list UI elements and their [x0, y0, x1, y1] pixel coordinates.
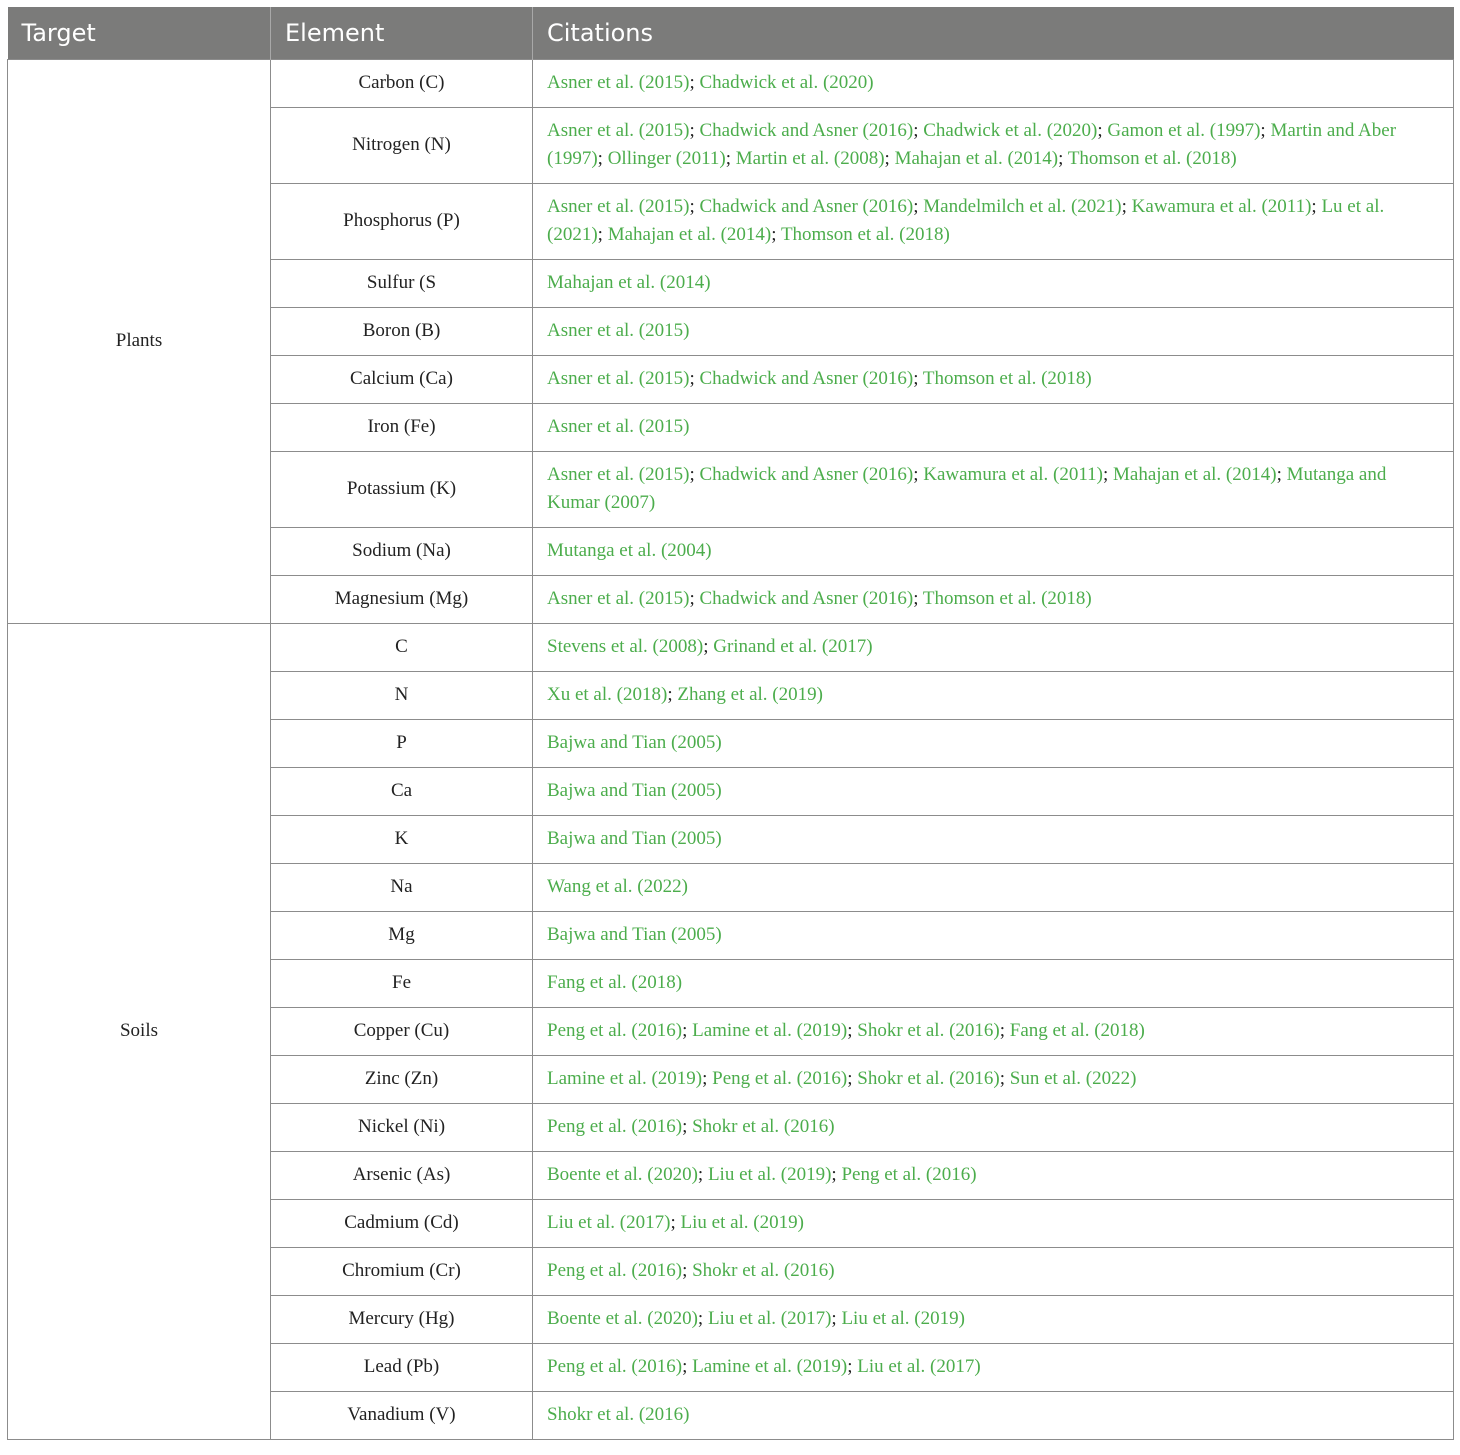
citation-link[interactable]: Peng et al. (2016) — [547, 1356, 683, 1377]
element-cell: Cadmium (Cd) — [271, 1199, 533, 1247]
citations-cell — [533, 59, 1454, 107]
citation-separator: ; — [702, 1068, 713, 1089]
target-cell: Plants — [8, 59, 271, 623]
citation-link[interactable]: Zhang et al. (2019) — [677, 684, 823, 705]
header-citations: Citations — [533, 7, 1454, 59]
citation-separator: ; — [913, 464, 924, 485]
citations-cell — [533, 403, 1454, 451]
citation-link[interactable]: Asner et al. (2015) — [547, 196, 690, 217]
citation-link[interactable]: Mahajan et al. (2014) — [894, 148, 1059, 169]
citations-cell — [533, 959, 1454, 1007]
citation-link[interactable]: Grinand et al. (2017) — [713, 636, 873, 657]
citation-link[interactable]: Fang et al. (2018) — [1009, 1020, 1145, 1041]
citations-cell — [533, 527, 1454, 575]
citation-separator: ; — [689, 588, 700, 609]
citation-link[interactable]: Chadwick and Asner (2016) — [699, 464, 914, 485]
citation-separator: ; — [831, 1308, 842, 1329]
table-row — [8, 623, 1454, 671]
citation-link[interactable]: Sun et al. (2022) — [1009, 1068, 1137, 1089]
element-cell: C — [271, 623, 533, 671]
citation-link[interactable]: Kawamura et al. (2011) — [923, 464, 1103, 485]
citation-link[interactable]: Boente et al. (2020) — [547, 1164, 698, 1185]
citation-link[interactable]: Liu et al. (2019) — [841, 1308, 965, 1329]
citations-cell — [533, 183, 1454, 259]
citation-link[interactable]: Liu et al. (2019) — [680, 1212, 804, 1233]
citation-link[interactable]: Chadwick and Asner (2016) — [699, 120, 914, 141]
element-cell: Carbon (C) — [271, 59, 533, 107]
citation-separator: ; — [697, 1164, 708, 1185]
element-cell: Potassium (K) — [271, 451, 533, 527]
citation-separator: ; — [667, 684, 678, 705]
element-cell: Iron (Fe) — [271, 403, 533, 451]
citations-cell — [533, 1295, 1454, 1343]
element-cell: Zinc (Zn) — [271, 1055, 533, 1103]
citation-link[interactable]: Boente et al. (2020) — [547, 1308, 698, 1329]
citation-link[interactable]: Peng et al. (2016) — [547, 1020, 683, 1041]
citation-link[interactable]: Shokr et al. (2016) — [692, 1116, 835, 1137]
citations-table — [7, 7, 1454, 1440]
citation-link[interactable]: Martin and Aber (1997) — [547, 120, 1397, 169]
citation-link[interactable]: Thomson et al. (2018) — [922, 588, 1092, 609]
citation-separator: ; — [682, 1260, 693, 1281]
citation-separator: ; — [1121, 196, 1132, 217]
element-cell: Sodium (Na) — [271, 527, 533, 575]
citations-cell — [533, 1007, 1454, 1055]
citation-link[interactable]: Shokr et al. (2016) — [857, 1068, 1000, 1089]
citation-separator: ; — [1260, 120, 1271, 141]
citation-link[interactable]: Mandelmilch et al. (2021) — [923, 196, 1122, 217]
citation-link[interactable]: Chadwick and Asner (2016) — [699, 368, 914, 389]
citations-cell — [533, 1151, 1454, 1199]
citation-link[interactable]: Thomson et al. (2018) — [1067, 148, 1237, 169]
citation-link[interactable]: Asner et al. (2015) — [547, 72, 690, 93]
citations-cell — [533, 719, 1454, 767]
citation-link[interactable]: Mahajan et al. (2014) — [547, 272, 711, 293]
citation-separator: ; — [913, 588, 923, 609]
citation-separator: ; — [847, 1068, 858, 1089]
citation-link[interactable]: Asner et al. (2015) — [547, 416, 690, 437]
citation-link[interactable]: Lamine et al. (2019) — [547, 1068, 703, 1089]
citations-cell — [533, 1343, 1454, 1391]
citation-link[interactable]: Kawamura et al. (2011) — [1131, 196, 1312, 217]
citation-link[interactable]: Asner et al. (2015) — [547, 368, 690, 389]
citation-link[interactable]: Liu et al. (2017) — [547, 1212, 671, 1233]
citation-link[interactable]: Shokr et al. (2016) — [857, 1020, 1000, 1041]
citation-link[interactable]: Fang et al. (2018) — [547, 972, 683, 993]
citations-cell — [533, 911, 1454, 959]
citations-cell — [533, 355, 1454, 403]
element-cell: Nickel (Ni) — [271, 1103, 533, 1151]
citation-separator: ; — [1276, 464, 1287, 485]
citation-link[interactable]: Asner et al. (2015) — [547, 320, 690, 341]
citation-separator: ; — [771, 224, 781, 245]
citation-link[interactable]: Wang et al. (2022) — [547, 876, 688, 897]
citations-cell — [533, 107, 1454, 183]
citation-link[interactable]: Liu et al. (2017) — [857, 1356, 981, 1377]
citation-link[interactable]: Liu et al. (2019) — [707, 1164, 832, 1185]
element-cell: Na — [271, 863, 533, 911]
element-cell: Lead (Pb) — [271, 1343, 533, 1391]
citations-cell — [533, 1391, 1454, 1439]
citation-separator: ; — [682, 1020, 693, 1041]
citation-link[interactable]: Shokr et al. (2016) — [692, 1260, 835, 1281]
citations-cell — [533, 815, 1454, 863]
citations-cell — [533, 451, 1454, 527]
element-cell: P — [271, 719, 533, 767]
citation-separator: ; — [689, 196, 700, 217]
citation-link[interactable]: Thomson et al. (2018) — [922, 368, 1092, 389]
citations-cell — [533, 1103, 1454, 1151]
citation-link[interactable]: Chadwick et al. (2020) — [699, 72, 874, 93]
citation-link[interactable]: Peng et al. (2016) — [547, 1116, 683, 1137]
citation-separator: ; — [682, 1356, 693, 1377]
citations-cell — [533, 575, 1454, 623]
citation-link[interactable]: Shokr et al. (2016) — [547, 1404, 690, 1425]
element-cell: Sulfur (S — [271, 259, 533, 307]
citations-cell — [533, 1199, 1454, 1247]
citations-cell — [533, 1247, 1454, 1295]
citations-cell — [533, 1055, 1454, 1103]
citations-cell — [533, 259, 1454, 307]
table-header — [8, 7, 1454, 59]
target-cell: Soils — [8, 623, 271, 1439]
citation-link[interactable]: Xu et al. (2018) — [547, 684, 668, 705]
citation-link[interactable]: Liu et al. (2017) — [707, 1308, 832, 1329]
citation-link[interactable]: Asner et al. (2015) — [547, 120, 690, 141]
citation-link[interactable]: Bajwa and Tian (2005) — [547, 924, 722, 945]
citation-separator: ; — [831, 1164, 842, 1185]
element-cell: Chromium (Cr) — [271, 1247, 533, 1295]
header-row — [8, 7, 1454, 59]
citation-link[interactable]: Asner et al. (2015) — [547, 464, 690, 485]
citation-separator: ; — [1097, 120, 1108, 141]
citation-link[interactable]: Chadwick et al. (2020) — [923, 120, 1098, 141]
table-body — [8, 59, 1454, 1439]
citations-cell — [533, 623, 1454, 671]
citation-link[interactable]: Mahajan et al. (2014) — [607, 224, 772, 245]
citation-link[interactable]: Peng et al. (2016) — [547, 1260, 683, 1281]
citation-separator: ; — [725, 148, 736, 169]
element-cell: N — [271, 671, 533, 719]
citation-separator: ; — [689, 464, 700, 485]
citation-link[interactable]: Chadwick and Asner (2016) — [699, 196, 914, 217]
citation-link[interactable]: Peng et al. (2016) — [841, 1164, 977, 1185]
table-row — [8, 59, 1454, 107]
element-cell: Copper (Cu) — [271, 1007, 533, 1055]
citation-separator: ; — [689, 120, 700, 141]
citation-separator: ; — [670, 1212, 681, 1233]
citation-link[interactable]: Bajwa and Tian (2005) — [547, 732, 722, 753]
header-element: Element — [271, 7, 533, 59]
citation-link[interactable]: Mutanga et al. (2004) — [547, 540, 712, 561]
citation-separator: ; — [913, 120, 924, 141]
citation-separator: ; — [884, 148, 895, 169]
citation-separator: ; — [1102, 464, 1114, 485]
citation-separator: ; — [999, 1020, 1010, 1041]
element-cell: Fe — [271, 959, 533, 1007]
citation-link[interactable]: Chadwick and Asner (2016) — [699, 588, 914, 609]
citation-link[interactable]: Peng et al. (2016) — [712, 1068, 848, 1089]
citation-link[interactable]: Lu et al. (2021) — [547, 196, 1385, 245]
element-cell: Calcium (Ca) — [271, 355, 533, 403]
citation-link[interactable]: Thomson et al. (2018) — [780, 224, 950, 245]
element-cell: Mercury (Hg) — [271, 1295, 533, 1343]
citation-link[interactable]: Martin et al. (2008) — [735, 148, 885, 169]
citation-separator: ; — [999, 1068, 1010, 1089]
element-cell: Magnesium (Mg) — [271, 575, 533, 623]
element-cell: Nitrogen (N) — [271, 107, 533, 183]
element-cell: Phosphorus (P) — [271, 183, 533, 259]
citation-separator: ; — [913, 196, 924, 217]
citation-link[interactable]: Bajwa and Tian (2005) — [547, 780, 722, 801]
citation-separator: ; — [689, 368, 700, 389]
citation-separator: ; — [1311, 196, 1322, 217]
citation-separator: ; — [597, 148, 608, 169]
citation-separator: ; — [689, 72, 700, 93]
citation-link[interactable]: Lamine et al. (2019) — [692, 1356, 848, 1377]
citation-link[interactable]: Mutanga and Kumar (2007) — [547, 464, 1387, 513]
element-cell: Ca — [271, 767, 533, 815]
citation-link[interactable]: Asner et al. (2015) — [547, 588, 690, 609]
header-target: Target — [8, 7, 271, 59]
citation-separator: ; — [703, 636, 714, 657]
citation-link[interactable]: Ollinger (2011) — [607, 148, 726, 169]
citation-link[interactable]: Gamon et al. (1997) — [1107, 120, 1261, 141]
citations-cell — [533, 863, 1454, 911]
citation-separator: ; — [682, 1116, 693, 1137]
citation-separator: ; — [1058, 148, 1068, 169]
citation-separator: ; — [847, 1356, 858, 1377]
citation-separator: ; — [847, 1020, 858, 1041]
element-cell: K — [271, 815, 533, 863]
citation-link[interactable]: Mahajan et al. (2014) — [1113, 464, 1277, 485]
citation-separator: ; — [697, 1308, 708, 1329]
citation-link[interactable]: Stevens et al. (2008) — [547, 636, 704, 657]
citation-link[interactable]: Lamine et al. (2019) — [692, 1020, 848, 1041]
citations-cell — [533, 671, 1454, 719]
element-cell: Vanadium (V) — [271, 1391, 533, 1439]
citation-separator: ; — [597, 224, 608, 245]
citations-cell — [533, 767, 1454, 815]
element-cell: Boron (B) — [271, 307, 533, 355]
citation-link[interactable]: Bajwa and Tian (2005) — [547, 828, 722, 849]
element-cell: Mg — [271, 911, 533, 959]
citation-separator: ; — [913, 368, 923, 389]
citations-cell — [533, 307, 1454, 355]
element-cell: Arsenic (As) — [271, 1151, 533, 1199]
